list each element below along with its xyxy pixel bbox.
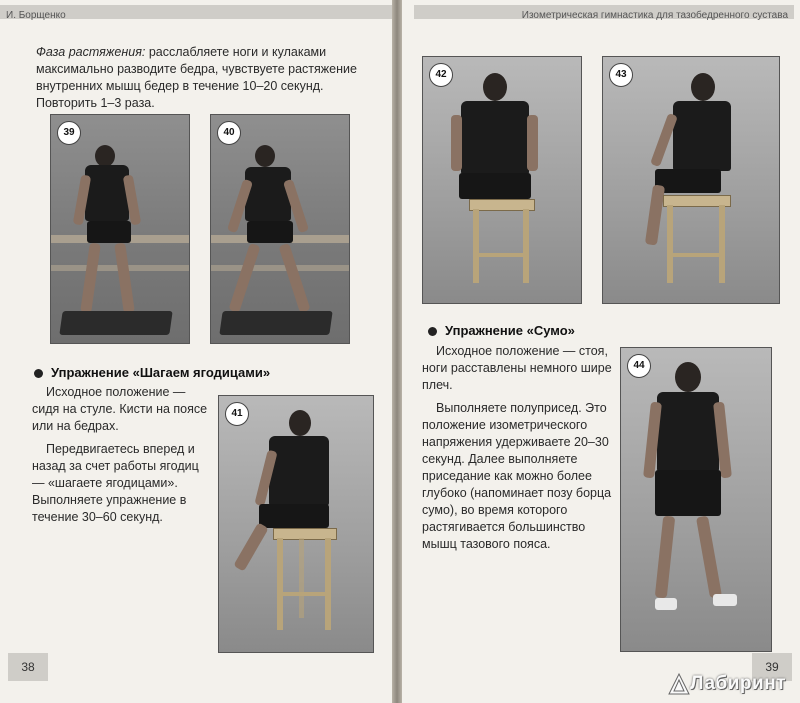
exercise-right-p1: Исходное положение — стоя, ноги расставлены немного шире плеч. bbox=[422, 344, 612, 392]
figure-number-43: 43 bbox=[609, 63, 633, 87]
figure-number-39: 39 bbox=[57, 121, 81, 145]
exercise-right-p2: Выполняете полуприсед. Это положение изометрического напряжения удерживаете 20–30 секунд. Далее выполняете приседание как можно более глубоко (напоминает позу борца сумо), во время которого растягивается большинство мышц тазового пояса. bbox=[422, 401, 612, 551]
exercise-text-left bbox=[32, 384, 208, 532]
exercise-title-left: Упражнение «Шагаем ягодицами» bbox=[51, 365, 271, 380]
photo-39 bbox=[50, 114, 190, 344]
bullet-icon bbox=[34, 369, 43, 378]
bullet-icon bbox=[428, 327, 437, 336]
figure-number-44: 44 bbox=[627, 354, 651, 378]
running-head-right bbox=[414, 5, 794, 19]
exercise-text-right bbox=[422, 343, 614, 559]
running-head-right-text: Изометрическая гимнастика для тазобедренного сустава bbox=[521, 10, 788, 21]
photo-40 bbox=[210, 114, 350, 344]
right-page bbox=[402, 0, 800, 703]
exercise-title-right: Упражнение «Сумо» bbox=[445, 323, 575, 338]
exercise-left-p1: Исходное положение — сидя на стуле. Кисти на поясе или на бедрах. bbox=[32, 385, 208, 433]
exercise-left-p2: Передвигаетесь вперед и назад за счет работы ягодиц — «шагаете ягодицами». Выполняете упражнение в течение 30–60 секунд. bbox=[32, 442, 199, 524]
book-gutter bbox=[392, 0, 402, 703]
photo-41 bbox=[218, 395, 374, 653]
page-number-left: 38 bbox=[8, 653, 48, 681]
figure-number-42: 42 bbox=[429, 63, 453, 87]
watermark-text: Лабиринт bbox=[690, 673, 786, 694]
figure-number-40: 40 bbox=[217, 121, 241, 145]
figure-number-41: 41 bbox=[225, 402, 249, 426]
stretch-phase-text: расслабляете ноги и кулаками максимально разводите бедра, чувствуете растяжение внутренних мышц бедер в течение 10–20 секунд. Повторить 1–3 раза. bbox=[36, 45, 357, 110]
exercise-heading-left bbox=[34, 365, 270, 380]
stretch-phase-paragraph bbox=[36, 44, 376, 118]
labirint-logo-icon bbox=[668, 673, 690, 695]
photo-42 bbox=[422, 56, 582, 304]
photo-43 bbox=[602, 56, 780, 304]
photo-44 bbox=[620, 347, 772, 652]
exercise-heading-right bbox=[428, 323, 575, 338]
running-head-left bbox=[0, 5, 392, 19]
running-head-left-text: И. Борщенко bbox=[6, 10, 66, 21]
left-page bbox=[0, 0, 392, 703]
page-number-right: 39 bbox=[752, 653, 792, 681]
stretch-phase-label: Фаза растяжения: bbox=[36, 45, 146, 59]
